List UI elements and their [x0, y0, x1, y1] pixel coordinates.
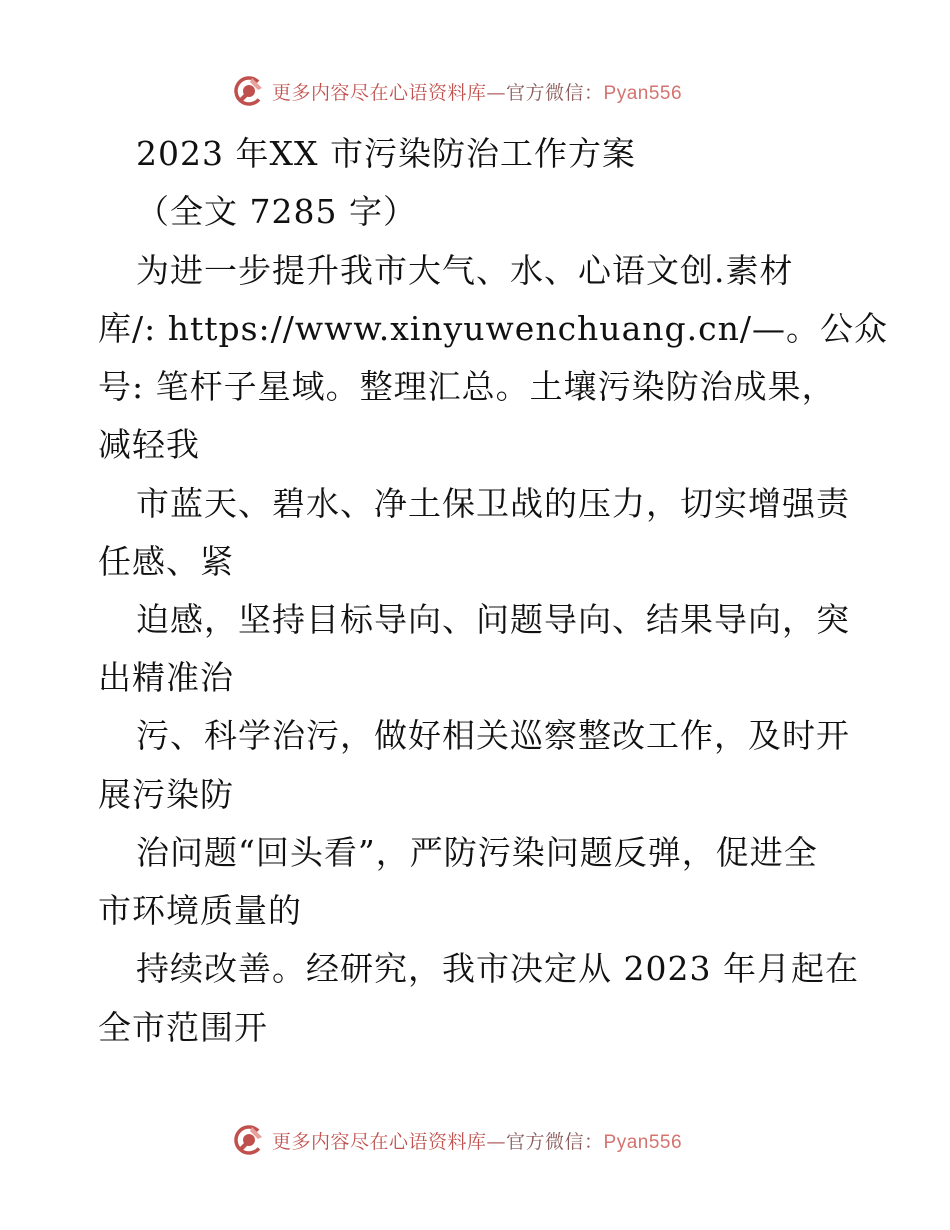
paragraph-line: 市蓝天、碧水、净土保卫战的压力，切实增强责 — [136, 484, 850, 523]
header-site-text: 更多内容尽在心语资料库 — [272, 81, 487, 104]
paragraph-line: 库/: https://www.xinyuwenchuang.cn/—。公众 — [98, 309, 888, 348]
header-wechat-id: Pyan556 — [603, 82, 683, 104]
paragraph-line: 为进一步提升我市大气、水、心语文创.素材 — [136, 251, 794, 290]
footer-banner-text — [272, 1127, 682, 1154]
footer-site-text: 更多内容尽在心语资料库 — [272, 1130, 487, 1153]
header-dash: — — [486, 81, 507, 104]
footer-wechat-label: 官方微信： — [506, 1130, 604, 1153]
paragraph-line: 出精准治 — [98, 658, 234, 697]
paragraph-line: 迫感，坚持目标导向、问题导向、结果导向，突 — [136, 600, 850, 639]
footer-dash: — — [486, 1130, 507, 1153]
document-title: 2023 年XX 市污染防治工作方案 — [136, 134, 636, 173]
paragraph-line: 任感、紧 — [98, 542, 234, 581]
paragraph-line: 持续改善。经研究，我市决定从 2023 年月起在 — [136, 949, 859, 988]
header-banner — [232, 73, 682, 109]
footer-wechat-id: Pyan556 — [603, 1131, 683, 1153]
document-word-count: （全文 7285 字） — [136, 192, 417, 231]
header-banner-text — [272, 78, 682, 105]
paragraph-line: 治问题“回头看”，严防污染问题反弹，促进全 — [136, 833, 818, 872]
paragraph-line: 号: 笔杆子星域。整理汇总。土壤污染防治成果， — [98, 367, 836, 406]
footer-banner — [232, 1122, 682, 1158]
paragraph-line: 污、科学治污，做好相关巡察整改工作，及时开 — [136, 716, 850, 755]
paragraph-line: 减轻我 — [98, 425, 200, 464]
paragraph-line: 全市范围开 — [98, 1008, 268, 1047]
brand-logo-icon — [232, 74, 266, 108]
brand-logo-icon — [232, 1123, 266, 1157]
header-wechat-label: 官方微信： — [506, 81, 604, 104]
paragraph-line: 市环境质量的 — [98, 891, 302, 930]
paragraph-line: 展污染防 — [98, 775, 234, 814]
